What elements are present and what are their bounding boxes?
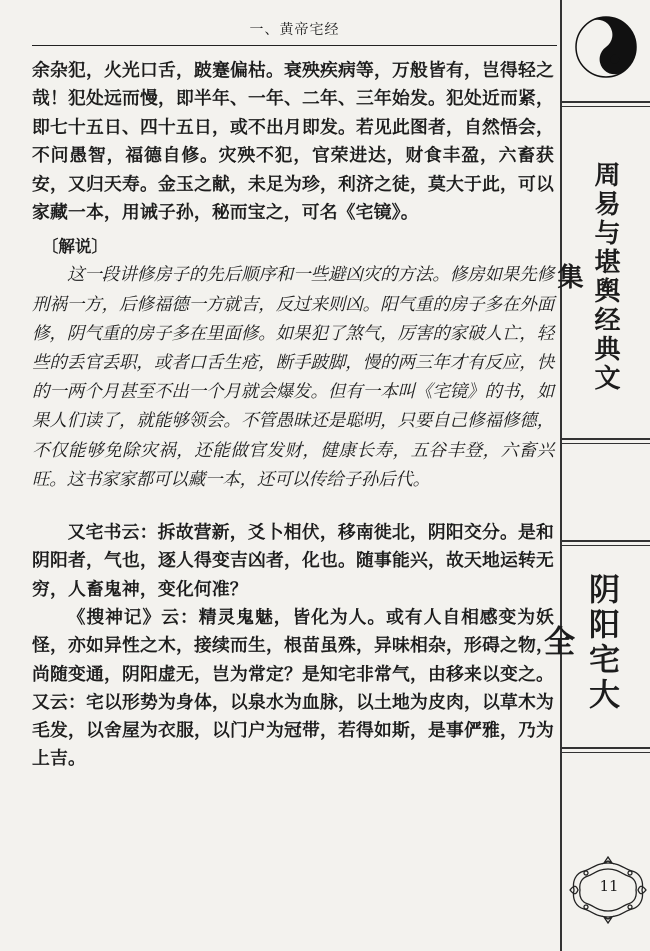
sidebar-rule [560,101,650,103]
book-title: 阴阳宅大全 [538,572,619,713]
sidebar-rule [560,747,650,749]
sidebar-rule [560,438,650,440]
explanation-paragraph: 这一段讲修房子的先后顺序和一些避凶灾的方法。修房如果先修刑祸一方，后修福德一方就吉，反过来则凶。阳气重的房子多在外面修，阴气重的房子多在里面修。如果犯了煞气，厉害的家破人亡，轻些的丢官丢职，或者口舌生疮，断手跛脚，慢的两三年才有反应，快的一两个月甚至不出一个月就会爆发。但有一本叫《宅镜》的书，如果人们读了，就能够领会。不管愚昧还是聪明，只要自己修福修德，不仅能够免除灾祸，还能做官发财，健康长寿，五谷丰登，六畜兴旺。这书家家都可以藏一本，还可以传给子孙后代。 [32,265,554,490]
quote-paragraph-1: 又宅书云：拆故营新，爻卜相伏，移南徙北，阴阳交分。是和阴阳者，气也，逐人得变吉凶者，化也。随事能兴，故天地运转无穷，人畜鬼神，变化何准？ [32,522,554,600]
sidebar-rule [560,545,650,546]
sidebar-rule [560,752,650,753]
header-rule [32,45,557,46]
intro-paragraph: 余杂犯，火光口舌，跛蹇偏枯。衰殃疾病等，万般皆有，岂得轻之哉！犯处远而慢，即半年、一年、二年、三年始发。犯处近而紧，即七十五日、四十五日，或不出月即发。若见此图者，自然悟会，不问愚智，福德自修。灾殃不犯，官荣进达，财食丰盈，六畜获安，又归天寿。金玉之献，未足为珍，利济之徒，莫大于此，可以家藏一本，用诫子孙，秘而宝之，可名《宅镜》。 [32,60,554,224]
explanation-label: 〔解说〕 [41,237,108,257]
sidebar-rule [560,540,650,542]
body-text [32,57,554,774]
yin-yang-icon [574,15,638,79]
running-header: 一、黄帝宅经 [249,22,340,38]
sidebar-rule [560,106,650,107]
series-title: 周易与堪舆经典文集 [553,161,620,393]
sidebar-rule [560,443,650,444]
page-number: 11 [599,877,619,895]
sidebar-divider [560,0,562,951]
quote-paragraph-2: 《搜神记》云：精灵鬼魅，皆化为人。或有人自相感变为妖怪，亦如异性之木，接续而生，根苗虽殊，异味相杂，形碍之物，尚随变通，阴阳虚无，岂为常定？是知宅非常气，由移来以变之。又云：宅以形势为身体，以泉水为血脉，以土地为皮肉，以草木为毛发，以舍屋为衣服，以门户为冠带，若得如斯，是事俨雅，乃为上吉。 [32,606,554,770]
